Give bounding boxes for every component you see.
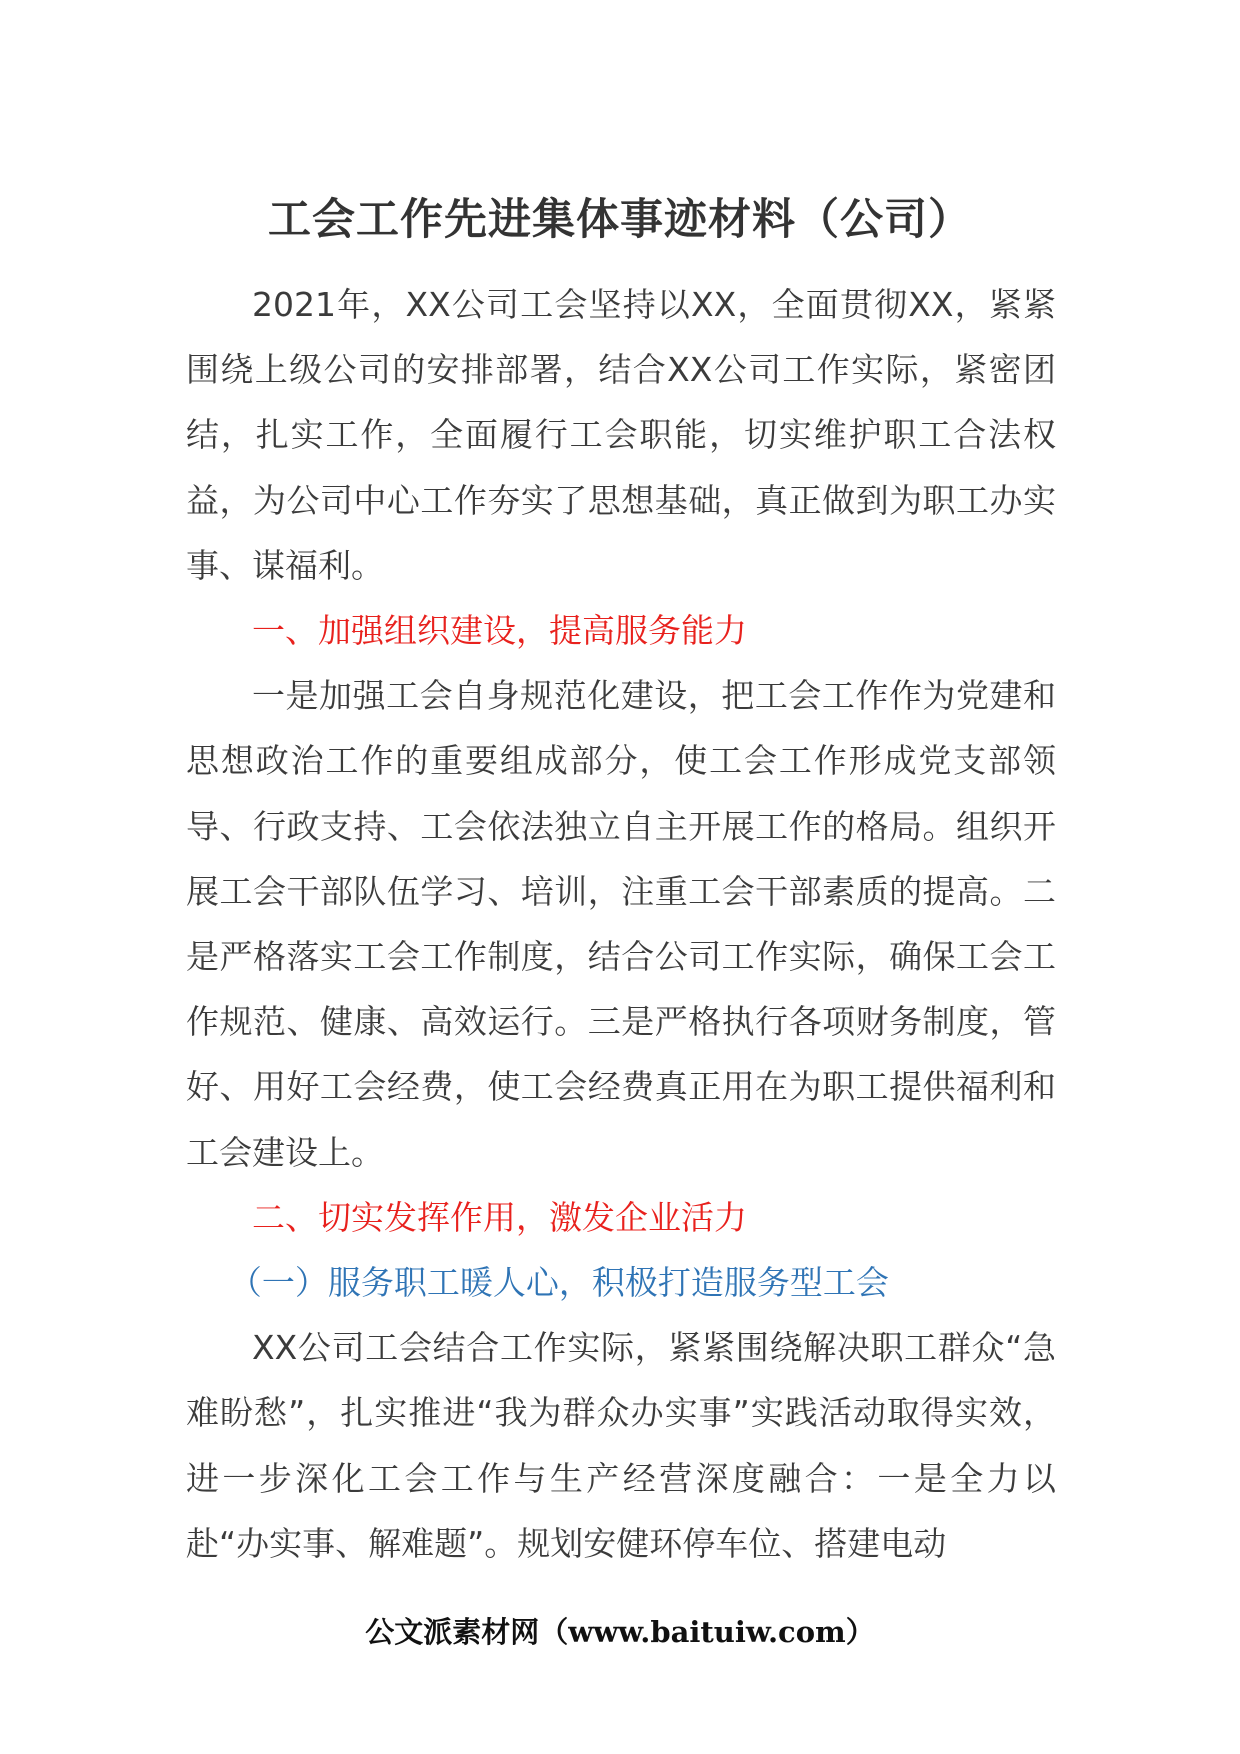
document-title: 工会工作先进集体事迹材料（公司）	[268, 195, 972, 245]
section-2-heading: 二、切实发挥作用，激发企业活力	[252, 1197, 747, 1237]
section-1-paragraph: 一是加强工会自身规范化建设，把工会工作作为党建和思想政治工作的重要组成部分，使工会工作形成党支部领导、行政支持、工会依法独立自主开展工作的格局。组织开展工会干部队伍学习、培训，注重工会干部素质的提高。二是严格落实工会工作制度，结合公司工作实际，确保工会工作规范、健康、高效运行。三是严格执行各项财务制度，管好、用好工会经费，使工会经费真正用在为职工提供福利和工会建设上。	[186, 676, 1056, 1172]
section-2-subheading: （一）服务职工暖人心，积极打造服务型工会	[228, 1263, 889, 1303]
section-1-heading: 一、加强组织建设，提高服务能力	[252, 611, 747, 651]
section-2-paragraph: XX公司工会结合工作实际，紧紧围绕解决职工群众“急难盼愁”，扎实推进“我为群众办实事”实践活动取得实效，进一步深化工会工作与生产经营深度融合：一是全力以赴“办实事、解难题”。规划安健环停车位、搭建电动	[186, 1328, 1056, 1563]
intro-paragraph: 2021年，XX公司工会坚持以XX，全面贯彻XX，紧紧围绕上级公司的安排部署，结合XX公司工作实际，紧密团结，扎实工作，全面履行工会职能，切实维护职工合法权益，为公司中心工作夯实了思想基础，真正做到为职工办实事、谋福利。	[186, 285, 1056, 585]
document-body	[186, 272, 1056, 1576]
footer-watermark: 公文派素材网（www.baituiw.com）	[365, 1615, 875, 1649]
